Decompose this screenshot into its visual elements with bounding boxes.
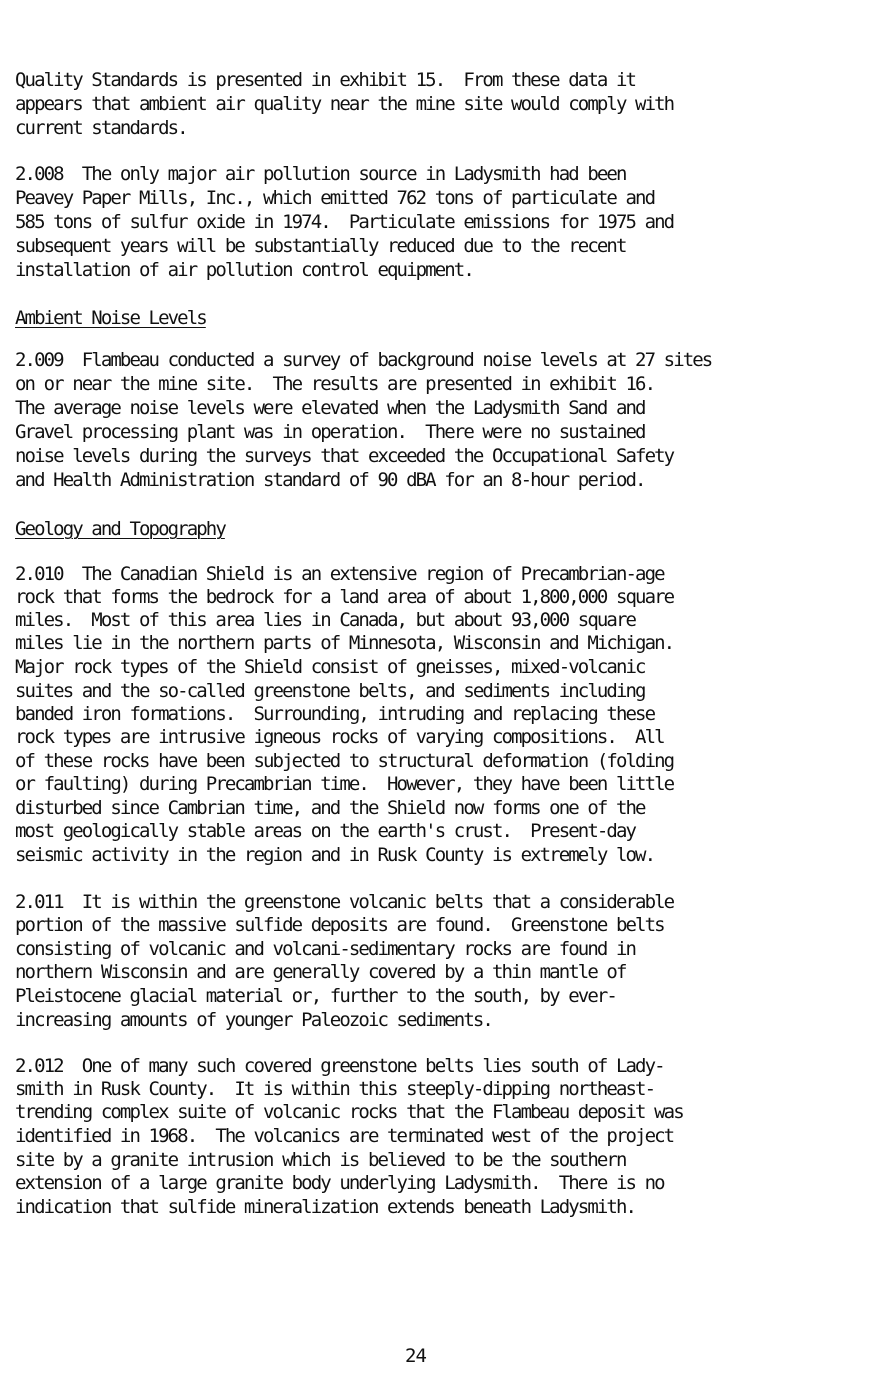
text-line: Quality Standards is presented in exhibit 15. From these data it: [15, 69, 636, 91]
text-line: current standards.: [15, 117, 187, 139]
text-line: 2.010 The Canadian Shield is an extensive region of Precambrian-age: [15, 563, 664, 585]
text-line: miles. Most of this area lies in Canada, but about 93,000 square: [15, 609, 636, 631]
text-line: identified in 1968. The volcanics are terminated west of the project: [15, 1125, 674, 1147]
text-line: trending complex suite of volcanic rocks that the Flambeau deposit was: [15, 1101, 683, 1123]
section-heading-geology-and-topography: Geology and Topography: [15, 518, 225, 540]
text-line: Gravel processing plant was in operation. There were no sustained: [15, 421, 645, 443]
text-line: The average noise levels were elevated when the Ladysmith Sand and: [15, 397, 645, 419]
text-line: 2.008 The only major air pollution source in Ladysmith had been: [15, 163, 626, 185]
text-line: Peavey Paper Mills, Inc., which emitted 762 tons of particulate and: [15, 187, 655, 209]
text-line: of these rocks have been subjected to structural deformation (folding: [15, 750, 674, 772]
text-line: northern Wisconsin and are generally covered by a thin mantle of: [15, 961, 626, 983]
text-line: installation of air pollution control equipment.: [15, 259, 473, 281]
text-line: or faulting) during Precambrian time. However, they have been little: [15, 773, 674, 795]
text-line: appears that ambient air quality near the mine site would comply with: [15, 93, 674, 115]
text-line: banded iron formations. Surrounding, intruding and replacing these: [15, 703, 655, 725]
text-line: indication that sulfide mineralization extends beneath Ladysmith.: [15, 1196, 636, 1218]
text-line: suites and the so-called greenstone belts, and sediments including: [15, 680, 645, 702]
text-line: Pleistocene glacial material or, further to the south, by ever-: [15, 985, 616, 1007]
text-line: consisting of volcanic and volcani-sedimentary rocks are found in: [15, 938, 636, 960]
text-line: increasing amounts of younger Paleozoic sediments.: [15, 1009, 492, 1031]
text-line: 2.012 One of many such covered greenstone belts lies south of Lady-: [15, 1055, 664, 1077]
text-line: miles lie in the northern parts of Minnesota, Wisconsin and Michigan.: [15, 632, 674, 654]
text-line: Major rock types of the Shield consist of gneisses, mixed-volcanic: [15, 656, 645, 678]
text-line: site by a granite intrusion which is believed to be the southern: [15, 1149, 626, 1171]
text-line: subsequent years will be substantially reduced due to the recent: [15, 235, 626, 257]
page-number: 24: [405, 1345, 426, 1367]
text-line: disturbed since Cambrian time, and the Shield now forms one of the: [15, 797, 645, 819]
text-line: portion of the massive sulfide deposits are found. Greenstone belts: [15, 914, 664, 936]
text-line: and Health Administration standard of 90 dBA for an 8-hour period.: [15, 469, 645, 491]
text-line: most geologically stable areas on the earth's crust. Present-day: [15, 820, 636, 842]
text-line: rock types are intrusive igneous rocks of varying compositions. All: [15, 726, 664, 748]
text-line: smith in Rusk County. It is within this steeply-dipping northeast-: [15, 1078, 655, 1100]
text-line: noise levels during the surveys that exceeded the Occupational Safety: [15, 445, 674, 467]
text-line: 585 tons of sulfur oxide in 1974. Particulate emissions for 1975 and: [15, 211, 674, 233]
text-line: extension of a large granite body underlying Ladysmith. There is no: [15, 1172, 664, 1194]
section-heading-ambient-noise-levels: Ambient Noise Levels: [15, 307, 206, 329]
text-line: on or near the mine site. The results are presented in exhibit 16.: [15, 373, 655, 395]
text-line: 2.011 It is within the greenstone volcanic belts that a considerable: [15, 891, 674, 913]
text-line: seismic activity in the region and in Rusk County is extremely low.: [15, 844, 655, 866]
text-line: rock that forms the bedrock for a land area of about 1,800,000 square: [15, 586, 674, 608]
text-line: 2.009 Flambeau conducted a survey of background noise levels at 27 sites: [15, 349, 712, 371]
